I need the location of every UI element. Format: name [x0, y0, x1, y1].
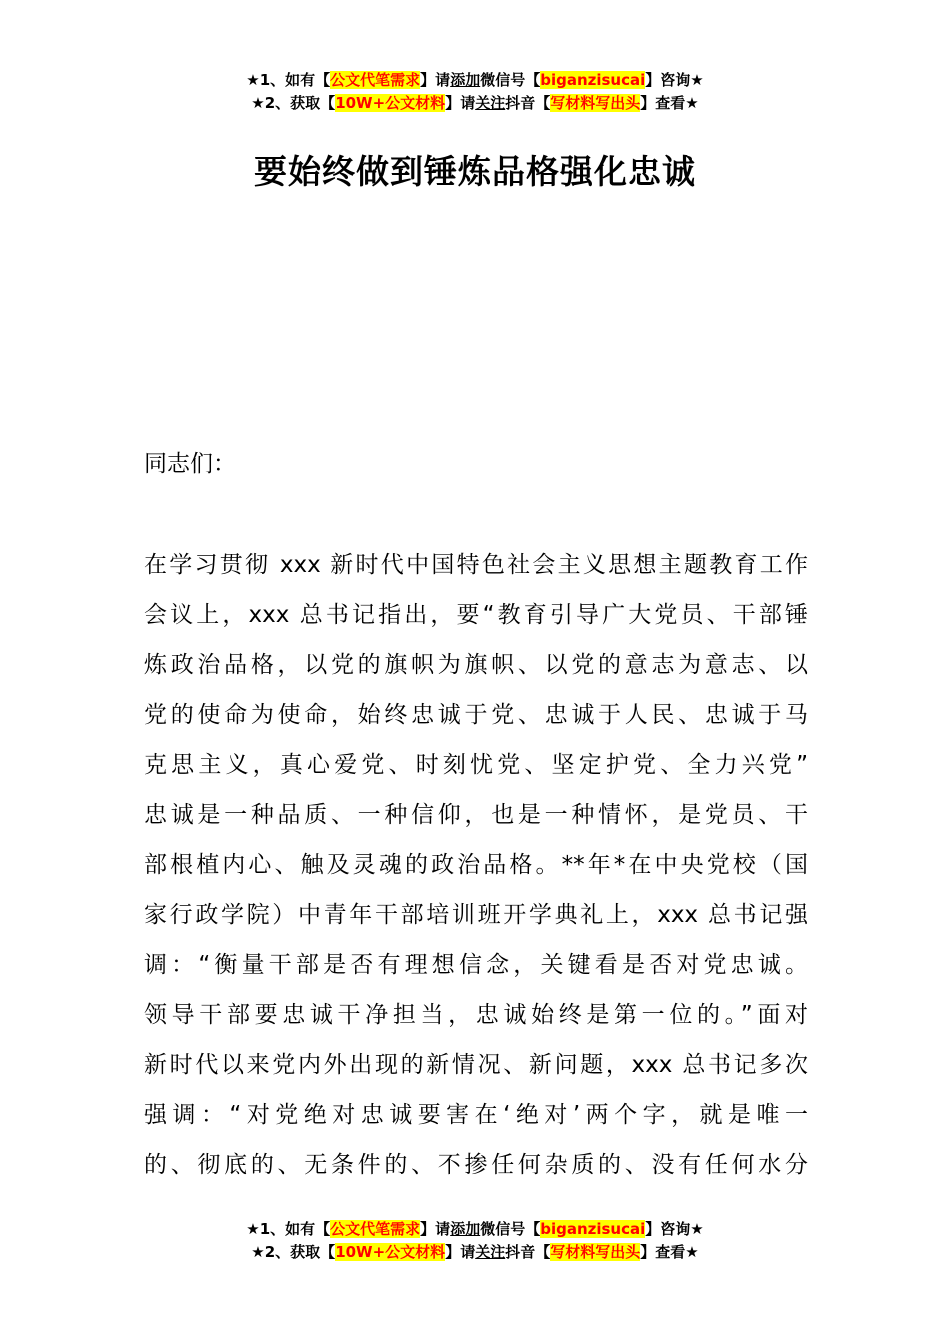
ad-underline: 添加	[450, 1220, 481, 1238]
body-line: 新时代以来党内外出现的新情况、新问题，xxx 总书记多次	[144, 1052, 808, 1078]
ad-text: 】请	[420, 1220, 451, 1238]
header-ad-line-2	[0, 92, 950, 115]
ad-wechat-id: biganzisucai	[540, 1220, 646, 1238]
body-line: 强调：“对党绝对忠诚要害在‘绝对’两个字，就是唯一	[144, 1102, 808, 1128]
body-line: 会议上，xxx 总书记指出，要“教育引导广大党员、干部锤	[144, 602, 808, 628]
footer-ad-line-2	[0, 1241, 950, 1264]
body-paragraph	[144, 540, 808, 1190]
body-line: 克思主义，真心爱党、时刻忧党、坚定护党、全力兴党”	[144, 752, 808, 778]
ad-text: 】查看★	[640, 1243, 699, 1261]
ad-text: ★1、如有【	[246, 1220, 331, 1238]
greeting: 同志们：	[144, 451, 236, 477]
ad-text: 】请	[445, 94, 476, 112]
header-ad-line-1	[0, 69, 950, 92]
body-line: 党的使命为使命，始终忠诚于党、忠诚于人民、忠诚于马	[144, 702, 808, 728]
ad-text: ★1、如有【	[246, 71, 331, 89]
ad-highlight: 公文代笔需求	[330, 71, 421, 89]
ad-douyin-id: 写材料写出头	[550, 1243, 641, 1261]
ad-highlight: 公文代笔需求	[330, 1220, 421, 1238]
footer-ad-banner	[0, 1218, 950, 1264]
ad-text: ★2、获取【	[251, 94, 336, 112]
body-line: 家行政学院）中青年干部培训班开学典礼上，xxx 总书记强	[144, 902, 808, 928]
ad-text: 】请	[420, 71, 451, 89]
body-line: 忠诚是一种品质、一种信仰，也是一种情怀，是党员、干	[144, 802, 808, 828]
body-line: 的、彻底的、无条件的、不掺任何杂质的、没有任何水分	[144, 1152, 808, 1178]
body-line: 炼政治品格，以党的旗帜为旗帜、以党的意志为意志、以	[144, 652, 808, 678]
body-line: 领导干部要忠诚干净担当，忠诚始终是第一位的。”面对	[144, 1002, 808, 1028]
ad-text: ★2、获取【	[251, 1243, 336, 1261]
ad-underline: 添加	[450, 71, 481, 89]
ad-text: 】查看★	[640, 94, 699, 112]
ad-douyin-id: 写材料写出头	[550, 94, 641, 112]
header-ad-banner	[0, 69, 950, 115]
body-line: 在学习贯彻 xxx 新时代中国特色社会主义思想主题教育工作	[144, 552, 808, 578]
ad-underline: 关注	[475, 1243, 506, 1261]
document-title: 要始终做到锤炼品格强化忠诚	[254, 152, 696, 191]
ad-text: 】咨询★	[645, 1220, 704, 1238]
body-line: 调：“衡量干部是否有理想信念，关键看是否对党忠诚。	[144, 952, 808, 978]
ad-text: 】咨询★	[645, 71, 704, 89]
ad-underline: 关注	[475, 94, 506, 112]
footer-ad-line-1	[0, 1218, 950, 1241]
ad-highlight: 10W+公文材料	[335, 1243, 446, 1261]
ad-text: 抖音【	[505, 94, 551, 112]
ad-text: 】请	[445, 1243, 476, 1261]
ad-text: 抖音【	[505, 1243, 551, 1261]
body-line: 部根植内心、触及灵魂的政治品格。**年*在中央党校（国	[144, 852, 808, 878]
ad-text: 微信号【	[480, 71, 541, 89]
ad-text: 微信号【	[480, 1220, 541, 1238]
ad-highlight: 10W+公文材料	[335, 94, 446, 112]
ad-wechat-id: biganzisucai	[540, 71, 646, 89]
